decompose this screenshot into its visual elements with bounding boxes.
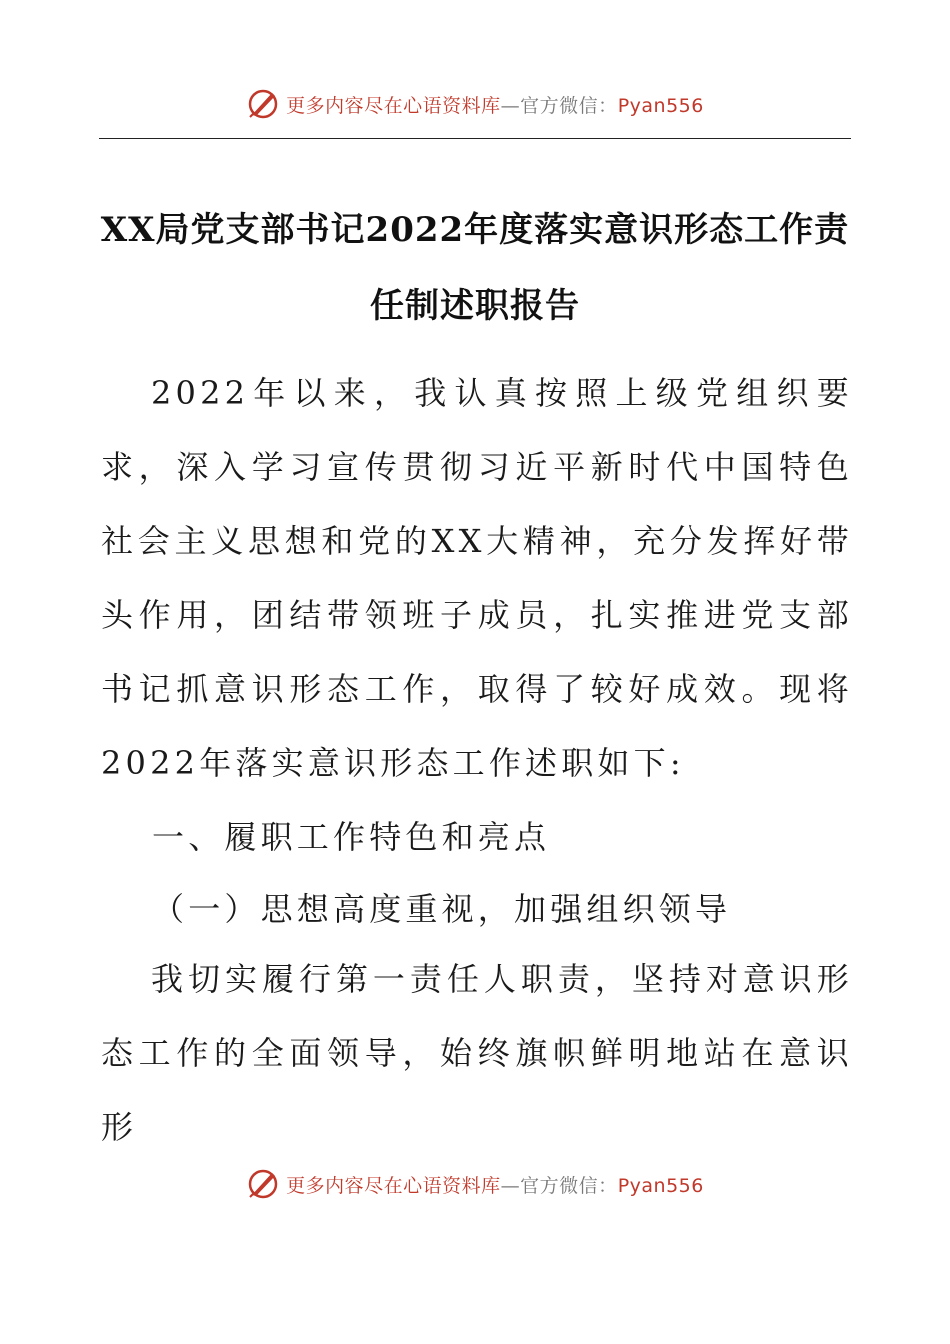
banner-sep-text: —官方微信： xyxy=(500,94,618,117)
banner-wechat-id: Pyan556 xyxy=(617,94,704,117)
body-paragraph-2: 我切实履行第一责任人职责，坚持对意识形态工作的全面领导，始终旗帜鲜明地站在意识形 xyxy=(101,960,853,1146)
header-banner-text xyxy=(286,91,704,118)
banner-wechat-id: Pyan556 xyxy=(617,1174,704,1197)
section-heading-1: 一、履职工作特色和亮点 xyxy=(152,818,551,856)
footer-banner xyxy=(0,1164,950,1204)
intro-paragraph: 2022年以来，我认真按照上级党组织要求，深入学习宣传贯彻习近平新时代中国特色社会主义思想和党的XX大精神，充分发挥好带头作用，团结带领班子成员，扎实推进党支部书记抓意识形态工作，取得了较好成效。现将2022年落实意识形态工作述职如下: xyxy=(101,374,853,782)
footer-banner-text xyxy=(286,1171,704,1198)
document-title-line-2: 任制述职报告 xyxy=(370,286,580,326)
quill-logo-icon xyxy=(246,87,280,121)
subsection-heading-1: （一）思想高度重视，加强组织领导 xyxy=(152,890,732,928)
header-divider xyxy=(99,138,851,139)
banner-sep-text: —官方微信： xyxy=(500,1174,618,1197)
document-title-line-1: XX局党支部书记2022年度落实意识形态工作责 xyxy=(100,210,850,250)
quill-logo-icon xyxy=(246,1167,280,1201)
banner-cn-text: 更多内容尽在心语资料库 xyxy=(286,94,501,117)
banner-cn-text: 更多内容尽在心语资料库 xyxy=(286,1174,501,1197)
header-banner xyxy=(0,84,950,124)
